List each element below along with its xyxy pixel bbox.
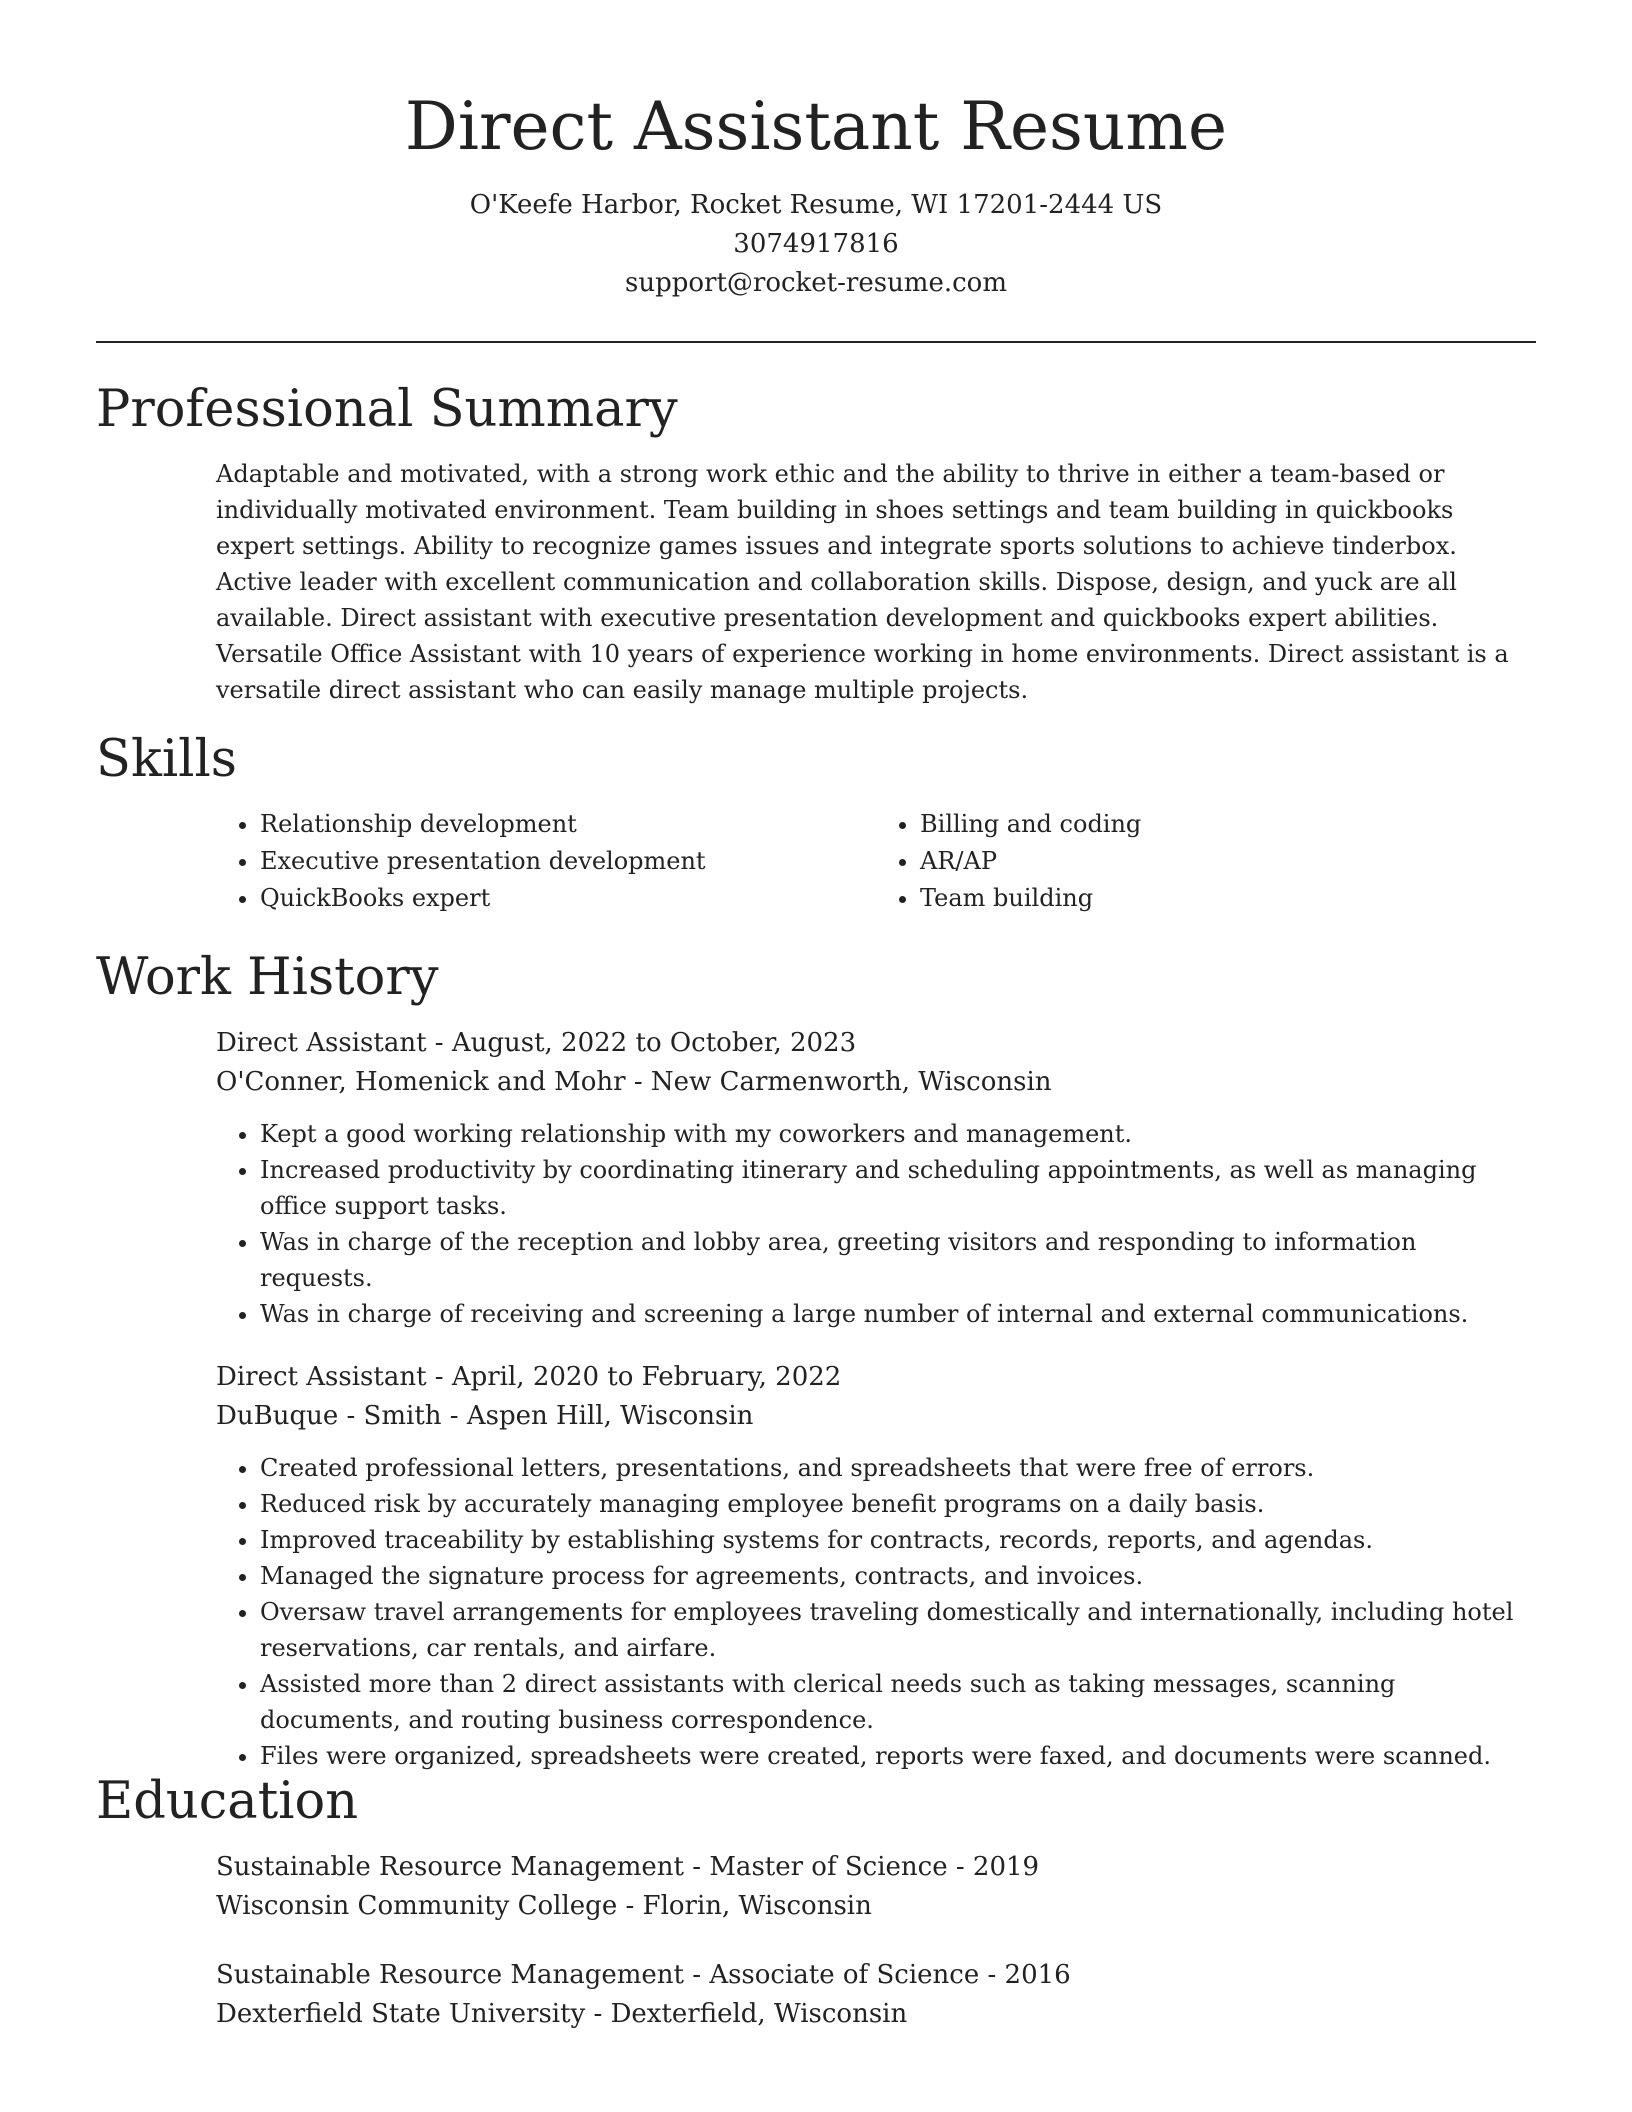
contact-address: O'Keefe Harbor, Rocket Resume, WI 17201-2444 US: [469, 190, 1163, 220]
education-title: Education: [96, 1772, 359, 1831]
education-school: Dexterfield State University: [216, 1999, 586, 2029]
list-item: • Files were organized, spreadsheets were created, reports were faxed, and documents were scanned.: [260, 1738, 1536, 1774]
education-location: - Dexterfield, Wisconsin: [585, 1999, 908, 2029]
job-entry: [216, 1024, 1536, 1332]
job-role: Direct Assistant: [216, 1028, 427, 1058]
list-item: • Was in charge of the reception and lobby area, greeting visitors and responding to information requests.: [260, 1224, 1536, 1296]
education-degree: - Associate of Science - 2016: [684, 1960, 1071, 1990]
job-location: - Aspen Hill, Wisconsin: [441, 1401, 754, 1431]
skill-item: • Relationship development: [260, 806, 876, 843]
job-entry: [216, 1358, 1536, 1774]
education-degree-line: [216, 1848, 1536, 1887]
skills-title: Skills: [96, 730, 237, 789]
list-item: • Reduced risk by accurately managing employee benefit programs on a daily basis.: [260, 1486, 1536, 1522]
skills-section: [96, 728, 1536, 917]
contact-block: [96, 186, 1536, 303]
list-item: • Kept a good working relationship with my coworkers and management.: [260, 1116, 1536, 1152]
summary-text: Adaptable and motivated, with a strong work ethic and the ability to thrive in either a team-based or individually motivated environment. Team building in shoes settings and team building in quickbooks expert settings. Ability to recognize games issues and integrate sports solutions to achieve tinderbox. Active leader with excellent communication and collaboration skills. Dispose, design, and yuck are all available. Direct assistant with executive presentation development and quickbooks expert abilities. Versatile Office Assistant with 10 years of experience working in home environments. Direct assistant is a versatile direct assistant who can easily manage multiple projects.: [216, 460, 1509, 704]
contact-phone: 3074917816: [733, 229, 899, 259]
resume-title: Direct Assistant Resume: [404, 88, 1228, 165]
list-item: • Improved traceability by establishing systems for contracts, records, reports, and agendas.: [260, 1522, 1536, 1558]
list-item: • Was in charge of receiving and screening a large number of internal and external communications.: [260, 1296, 1536, 1332]
job-dates: - August, 2022 to October, 2023: [426, 1028, 857, 1058]
education-section: [96, 1770, 1536, 2034]
job-company-line: [216, 1397, 1536, 1436]
education-degree-line: [216, 1956, 1536, 1995]
education-degree: - Master of Science - 2019: [684, 1852, 1040, 1882]
education-school-line: [216, 1995, 1536, 2034]
education-field: Sustainable Resource Management: [216, 1960, 684, 1990]
job-bullets: [216, 1116, 1536, 1332]
job-company-line: [216, 1063, 1536, 1102]
education-location: - Florin, Wisconsin: [617, 1891, 872, 1921]
skill-item: • Billing and coding: [920, 806, 1536, 843]
job-role-line: [216, 1358, 1536, 1397]
education-field: Sustainable Resource Management: [216, 1852, 684, 1882]
list-item: • Oversaw travel arrangements for employees traveling domestically and internationally, including hotel reservations, car rentals, and airfare.: [260, 1594, 1536, 1666]
skills-grid: [216, 806, 1536, 917]
job-role: Direct Assistant: [216, 1362, 427, 1392]
summary-title: Professional Summary: [96, 380, 678, 439]
education-school-line: [216, 1887, 1536, 1926]
list-item: • Assisted more than 2 direct assistants with clerical needs such as taking messages, scanning documents, and routing business correspondence.: [260, 1666, 1536, 1738]
education-entry: [216, 1956, 1536, 2034]
education-entry: [216, 1848, 1536, 1926]
skill-item: • Executive presentation development: [260, 843, 876, 880]
contact-email: support@rocket-resume.com: [624, 268, 1007, 298]
list-item: • Managed the signature process for agreements, contracts, and invoices.: [260, 1558, 1536, 1594]
skills-column-left: [216, 806, 876, 917]
skill-item: • Team building: [920, 880, 1536, 917]
work-history-title: Work History: [96, 948, 439, 1007]
skills-column-right: [876, 806, 1536, 917]
summary-section: [96, 378, 1536, 708]
work-history-section: [96, 946, 1536, 1774]
list-item: • Increased productivity by coordinating itinerary and scheduling appointments, as well as managing office support tasks.: [260, 1152, 1536, 1224]
header-divider: [96, 341, 1536, 343]
job-company: O'Conner, Homenick and Mohr: [216, 1067, 626, 1097]
job-company: DuBuque - Smith: [216, 1401, 442, 1431]
education-school: Wisconsin Community College: [216, 1891, 618, 1921]
skill-item: • AR/AP: [920, 843, 1536, 880]
resume-header: [96, 0, 1536, 303]
job-role-line: [216, 1024, 1536, 1063]
job-location: - New Carmenworth, Wisconsin: [625, 1067, 1052, 1097]
skill-item: • QuickBooks expert: [260, 880, 876, 917]
job-dates: - April, 2020 to February, 2022: [426, 1362, 842, 1392]
list-item: • Created professional letters, presentations, and spreadsheets that were free of errors.: [260, 1450, 1536, 1486]
job-bullets: [216, 1450, 1536, 1774]
